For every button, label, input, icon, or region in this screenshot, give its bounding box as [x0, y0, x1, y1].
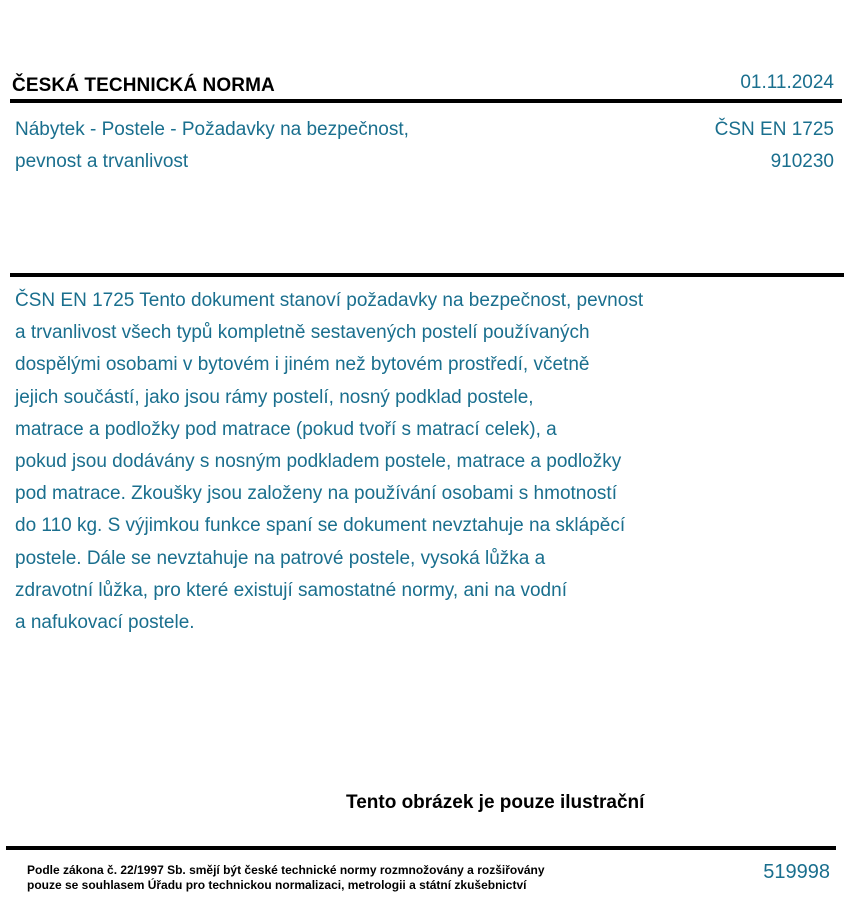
annotation-line: dospělými osobami v bytovém i jiném než bytovém prostředí, včetně	[15, 354, 590, 376]
annotation-line: a trvanlivost všech typů kompletně sestavených postelí používaných	[15, 322, 590, 344]
annotation-line: jejich součástí, jako jsou rámy postelí, nosný podklad postele,	[15, 386, 534, 408]
annotation-line: pod matrace. Zkoušky jsou založeny na používání osobami s hmotností	[15, 483, 617, 505]
legal-notice	[27, 863, 545, 893]
publication-date: 01.11.2024	[740, 72, 834, 93]
legal-line-2: pouze se souhlasem Úřadu pro technickou normalizaci, metrologii a státní zkušebnictví	[27, 878, 527, 892]
illustrative-note: Tento obrázek je pouze ilustrační	[346, 792, 645, 813]
annotation-line: a nafukovací postele.	[15, 612, 195, 634]
catalog-number: 519998	[763, 861, 830, 883]
annotation-line: do 110 kg. S výjimkou funkce spaní se dokument nevztahuje na sklápěcí	[15, 515, 626, 537]
norm-title: ČESKÁ TECHNICKÁ NORMA	[12, 75, 275, 96]
annotation-line: matrace a podložky pod matrace (pokud tvoří s matrací celek), a	[15, 418, 557, 440]
bottom-divider	[6, 846, 836, 850]
annotation-line: ČSN EN 1725 Tento dokument stanoví požadavky na bezpečnost, pevnost	[15, 290, 644, 311]
document-codes	[715, 114, 834, 178]
top-divider	[10, 99, 842, 103]
subject-line-1: Nábytek - Postele - Požadavky na bezpečnost,	[15, 119, 409, 140]
annotation-line: pokud jsou dodávány s nosným podkladem postele, matrace a podložky	[15, 451, 622, 473]
middle-divider	[10, 273, 844, 277]
annotation-line: postele. Dále se nevztahuje na patrové postele, vysoká lůžka a	[15, 547, 546, 569]
annotation-line: zdravotní lůžka, pro které existují samostatné normy, ani na vodní	[15, 579, 567, 601]
classification-code: 910230	[770, 151, 834, 172]
document-subject	[15, 114, 409, 178]
subject-line-2: pevnost a trvanlivost	[15, 151, 189, 172]
norm-code: ČSN EN 1725	[714, 119, 834, 140]
annotation-text	[15, 285, 755, 639]
legal-line-1: Podle zákona č. 22/1997 Sb. smějí být české technické normy rozmnožovány a rozšiřovány	[27, 863, 545, 877]
